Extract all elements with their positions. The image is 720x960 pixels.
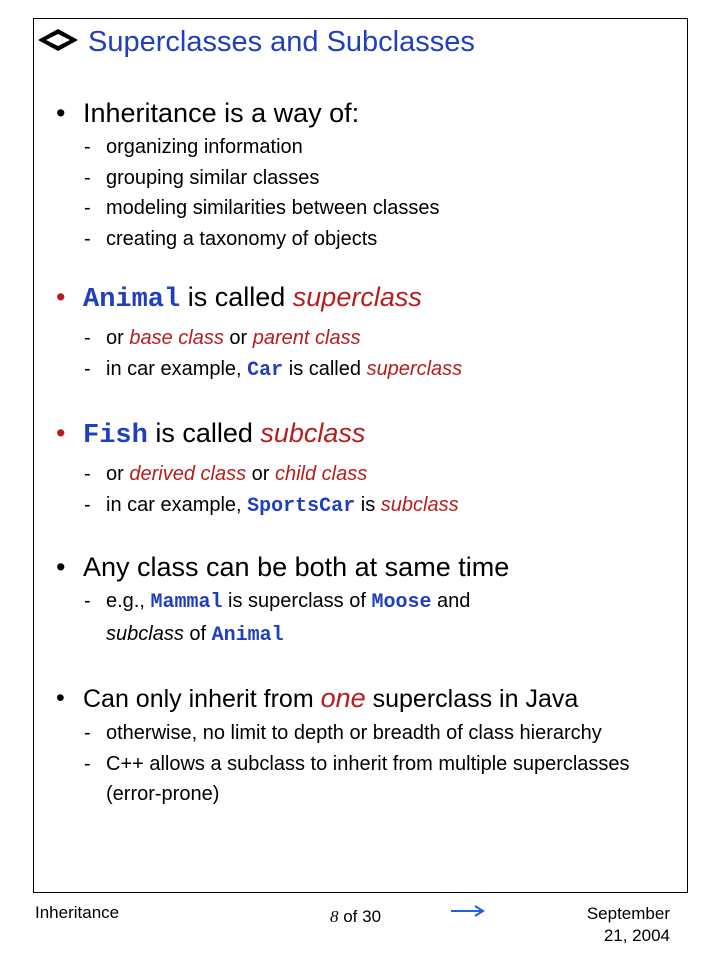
right-arrow-icon[interactable] bbox=[450, 904, 486, 918]
sub-item: - or base class or parent class bbox=[84, 327, 361, 349]
code-animal: Animal bbox=[83, 285, 181, 315]
sub-item: - grouping similar classes bbox=[84, 166, 320, 189]
bullet-dot: • bbox=[56, 418, 66, 448]
diamond-arrow-icon bbox=[36, 26, 80, 54]
footer-topic: Inheritance bbox=[35, 903, 120, 922]
sub-item: - in car example, Car is called superclass bbox=[84, 357, 463, 382]
sub-item: - otherwise, no limit to depth or breadth of class hierarchy bbox=[84, 722, 602, 744]
sub-item: - e.g., Mammal is superclass of Moose and subclass of Animal bbox=[84, 590, 471, 647]
bullet-dot: • bbox=[56, 282, 66, 312]
sub-item: - or derived class or child class bbox=[84, 463, 368, 485]
sub-item: - in car example, SportsCar is subclass bbox=[84, 493, 459, 518]
bullet-dot: • bbox=[56, 98, 66, 128]
sub-item: - creating a taxonomy of objects bbox=[84, 227, 378, 250]
term-superclass: superclass bbox=[292, 282, 422, 312]
bullet-inheritance bbox=[56, 96, 676, 254]
slide-title: Superclasses and Subclasses bbox=[88, 26, 475, 58]
bullet-both bbox=[56, 550, 676, 651]
footer-date: September 21, 2004 bbox=[586, 904, 670, 945]
slide-body bbox=[56, 96, 676, 810]
page-number: 8 of 30 bbox=[330, 907, 382, 926]
bullet-text: Inheritance is a way of: bbox=[83, 98, 360, 128]
term-one: one bbox=[320, 683, 366, 713]
sub-item: - organizing information bbox=[84, 136, 303, 158]
bullet-dot: • bbox=[56, 552, 66, 582]
bullet-subclass: • Fish is called subclass - or derived class or child class - in car example, SportsCar is subclass bbox=[56, 416, 676, 522]
bullet-superclass: • Animal is called superclass - or base class or parent class - in car example, Car is called superclass bbox=[56, 280, 676, 386]
bullet-dot: • bbox=[56, 684, 65, 712]
sub-item: - modeling similarities between classes bbox=[84, 197, 440, 219]
bullet-single-inheritance: • Can only inherit from one superclass in Java - otherwise, no limit to depth or breadth of class hierarchy - C++ allows a subclass to inherit from multiple superclasses (error-prone) bbox=[56, 681, 676, 810]
sub-item: - C++ allows a subclass to inherit from multiple superclasses (error-prone) bbox=[84, 752, 630, 805]
term-subclass: subclass bbox=[260, 418, 366, 448]
bullet-text: Any class can be both at same time bbox=[83, 552, 510, 582]
code-fish: Fish bbox=[83, 421, 148, 451]
